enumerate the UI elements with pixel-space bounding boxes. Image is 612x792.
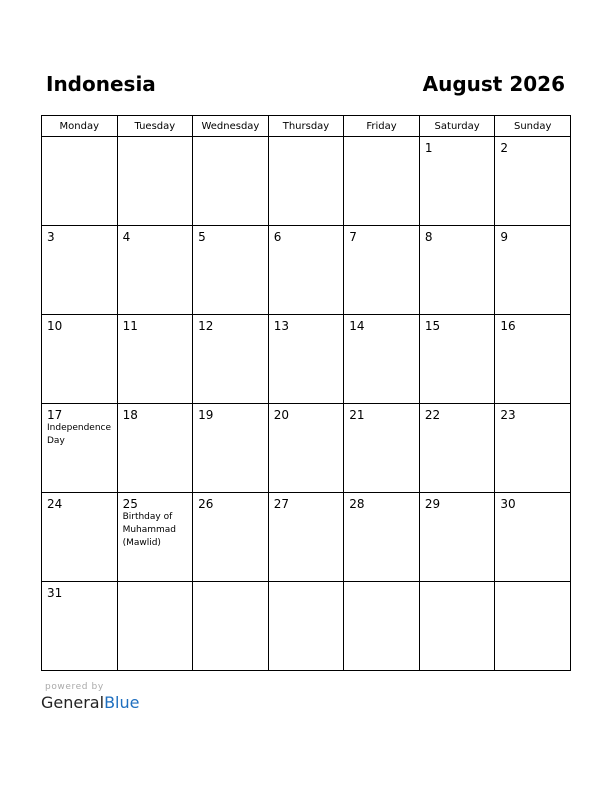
day-number: 12	[198, 319, 214, 333]
day-number: 31	[47, 586, 63, 600]
week-row	[42, 226, 571, 315]
day-number: 5	[198, 230, 206, 244]
day-cell	[495, 315, 571, 404]
weekday-thursday: Thursday	[268, 116, 344, 137]
weekday-sunday: Sunday	[495, 116, 571, 137]
day-cell	[495, 226, 571, 315]
day-number	[269, 137, 344, 141]
day-cell	[419, 137, 495, 226]
day-number	[118, 137, 193, 141]
day-number	[193, 137, 268, 141]
day-number: 18	[122, 408, 138, 422]
day-number: 11	[122, 319, 138, 333]
week-row	[42, 137, 571, 226]
day-number: 16	[500, 319, 516, 333]
day-cell	[117, 226, 193, 315]
day-cell	[268, 493, 344, 582]
weekday-monday: Monday	[42, 116, 118, 137]
day-number: 10	[47, 319, 63, 333]
day-cell	[117, 137, 193, 226]
day-number	[118, 582, 193, 586]
day-cell	[419, 493, 495, 582]
day-number: 22	[424, 408, 441, 422]
day-number: 9	[500, 230, 509, 244]
day-cell	[419, 315, 495, 404]
day-cell	[419, 226, 495, 315]
weekday-friday: Friday	[344, 116, 420, 137]
day-number	[495, 582, 570, 586]
day-number: 28	[349, 497, 365, 511]
day-number: 17	[47, 408, 63, 422]
day-cell	[117, 404, 193, 493]
day-cell	[495, 137, 571, 226]
day-cell	[268, 226, 344, 315]
day-cell	[193, 315, 269, 404]
day-cell	[117, 493, 193, 582]
day-number: 4	[122, 230, 131, 244]
day-cell	[193, 137, 269, 226]
day-cell	[495, 582, 571, 671]
day-cell	[344, 582, 420, 671]
calendar-grid	[41, 115, 571, 671]
day-number: 15	[424, 319, 441, 333]
day-cell	[268, 315, 344, 404]
day-number: 8	[424, 230, 433, 244]
brand-general-text: General	[41, 693, 105, 712]
day-number	[269, 582, 344, 586]
day-number: 27	[273, 497, 289, 511]
day-number	[193, 582, 268, 586]
day-cell	[344, 404, 420, 493]
day-number: 2	[500, 141, 509, 155]
day-number: 26	[198, 497, 214, 511]
day-cell	[42, 137, 118, 226]
day-cell	[193, 493, 269, 582]
day-cell	[495, 493, 571, 582]
day-number: 24	[47, 497, 63, 511]
day-number: 7	[349, 230, 357, 244]
day-cell	[117, 582, 193, 671]
day-number	[42, 137, 117, 141]
day-number	[344, 137, 419, 141]
week-row	[42, 493, 571, 582]
day-cell	[344, 226, 420, 315]
day-number: 3	[47, 230, 55, 244]
day-cell	[193, 404, 269, 493]
day-cell	[419, 582, 495, 671]
weekday-tuesday: Tuesday	[117, 116, 193, 137]
month-year-title: August 2026	[422, 72, 565, 96]
day-number: 21	[349, 408, 365, 422]
holiday-label: Birthday of Muhammad (Mawlid)	[122, 512, 177, 548]
weekday-saturday: Saturday	[419, 116, 495, 137]
day-number: 14	[349, 319, 365, 333]
day-number: 1	[424, 141, 433, 155]
day-number: 20	[273, 408, 289, 422]
day-cell	[344, 493, 420, 582]
brand-blue-text: Blue	[104, 693, 140, 712]
day-cell	[344, 315, 420, 404]
day-cell	[42, 315, 118, 404]
day-cell	[419, 404, 495, 493]
day-cell	[117, 315, 193, 404]
day-number: 30	[500, 497, 516, 511]
day-cell	[268, 404, 344, 493]
day-number: 23	[500, 408, 516, 422]
day-cell	[193, 582, 269, 671]
week-row	[42, 582, 571, 671]
day-cell	[42, 493, 118, 582]
country-title: Indonesia	[46, 72, 156, 96]
week-row	[42, 404, 571, 493]
day-number: 29	[424, 497, 441, 511]
holiday-label: Independence Day	[47, 423, 112, 446]
generalblue-logo[interactable]	[41, 693, 139, 713]
day-cell	[42, 404, 118, 493]
day-cell	[193, 226, 269, 315]
day-number: 6	[273, 230, 282, 244]
day-cell	[268, 582, 344, 671]
day-number: 19	[198, 408, 214, 422]
day-number: 25	[122, 497, 138, 511]
day-number: 13	[273, 319, 289, 333]
powered-by-text: powered by	[45, 682, 104, 692]
day-number	[344, 582, 419, 586]
day-number	[420, 582, 495, 586]
day-cell	[42, 582, 118, 671]
day-cell	[268, 137, 344, 226]
day-cell	[344, 137, 420, 226]
weekday-wednesday: Wednesday	[193, 116, 269, 137]
day-cell	[495, 404, 571, 493]
week-row	[42, 315, 571, 404]
day-cell	[42, 226, 118, 315]
weekday-header-row	[42, 116, 571, 137]
